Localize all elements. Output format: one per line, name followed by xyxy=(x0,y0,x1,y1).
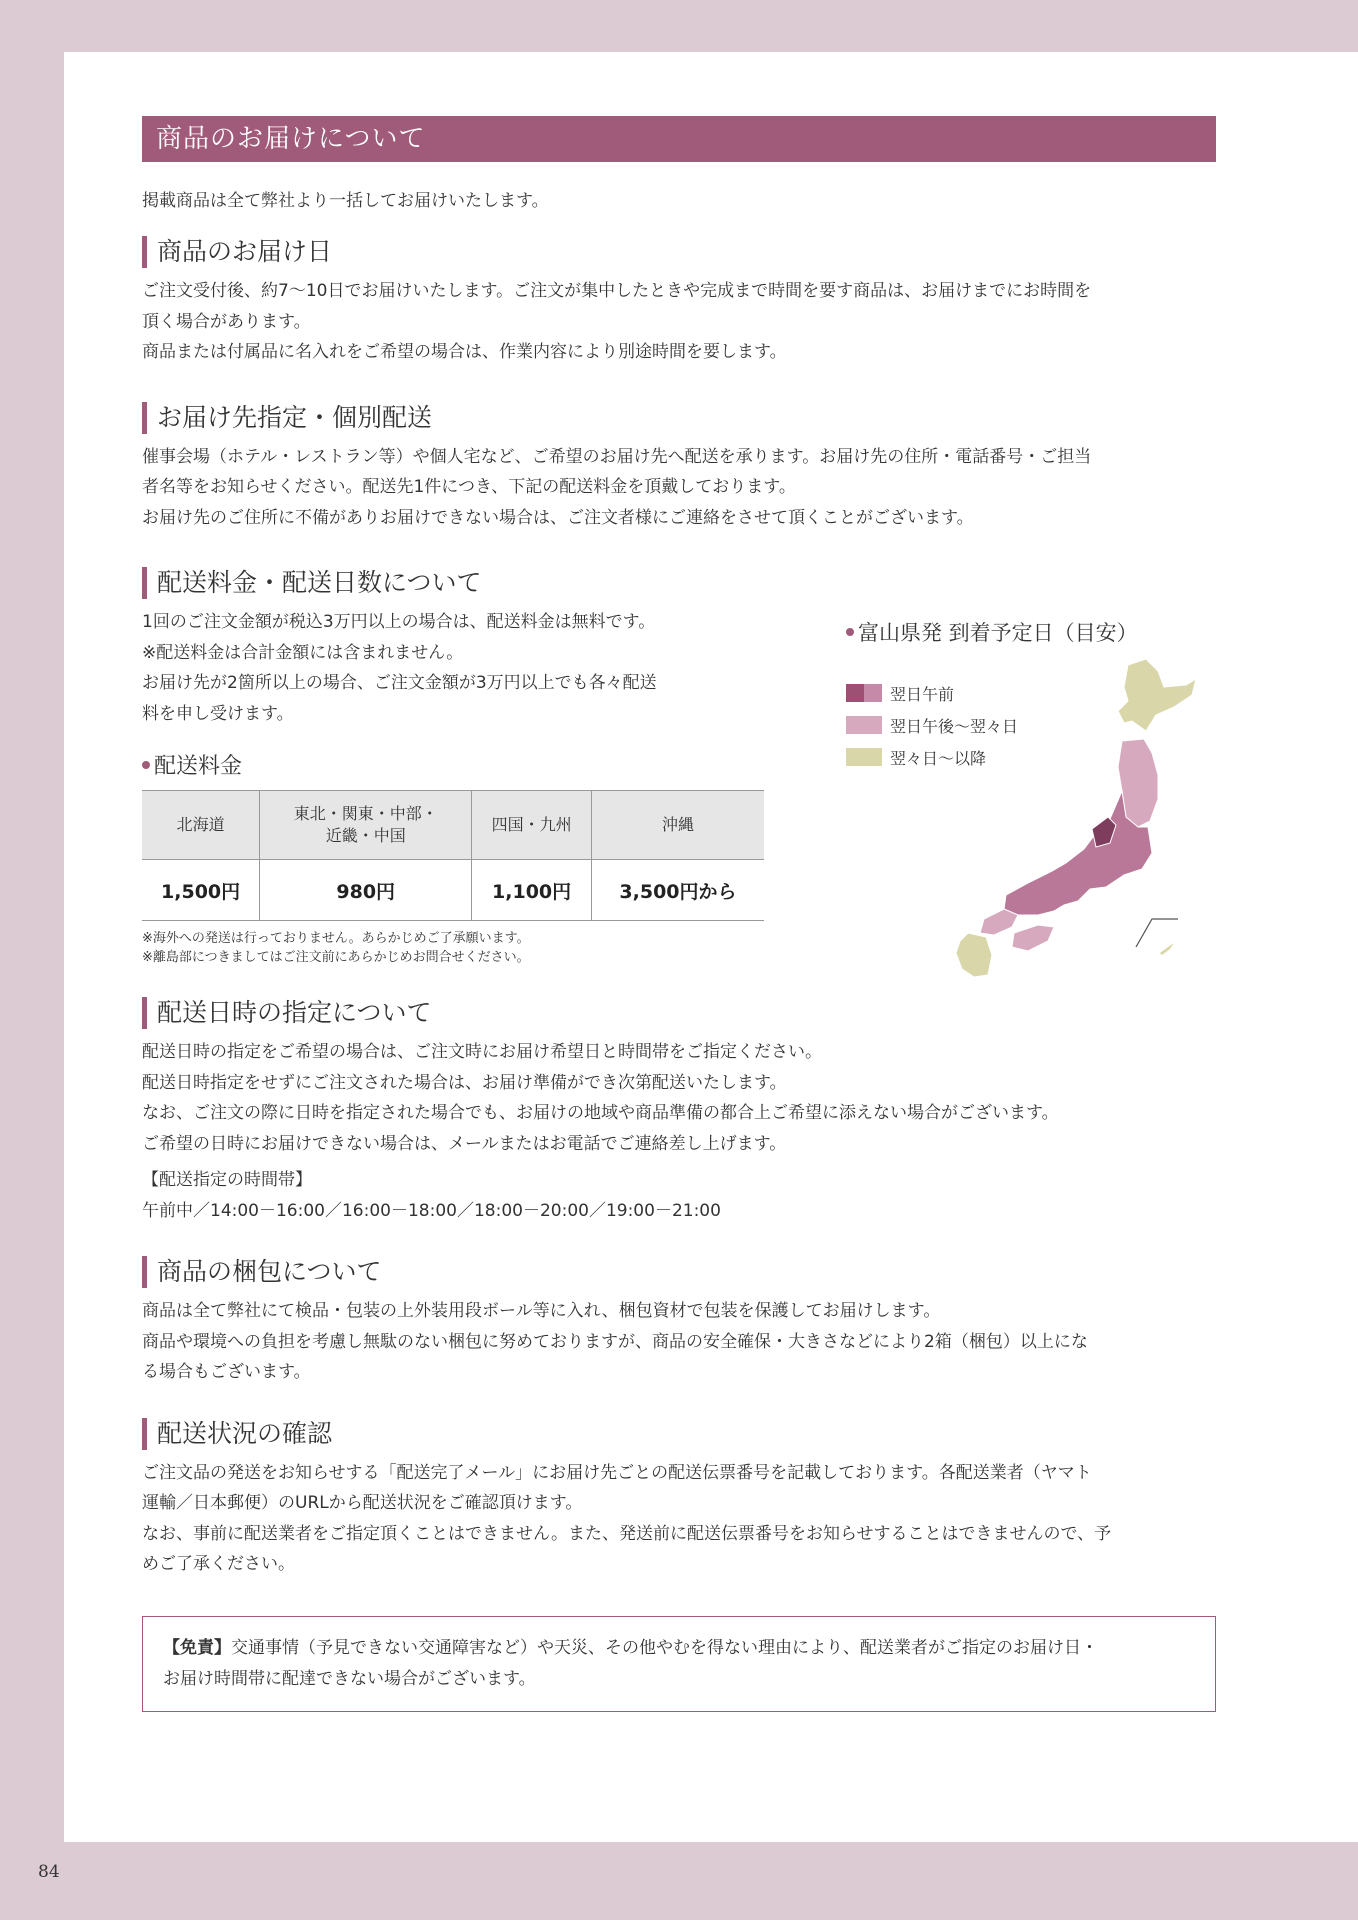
fees-columns xyxy=(142,607,1216,967)
para-line: お届け先のご住所に不備がありお届けできない場合は、ご注文者様にご連絡をさせて頂くことがございます。 xyxy=(142,507,974,528)
para-line: めご了承ください。 xyxy=(142,1554,295,1574)
section-packaging xyxy=(142,1256,1216,1388)
legend-label: 翌日午後〜翌々日 xyxy=(890,716,1019,736)
content xyxy=(142,116,1216,1712)
legend-swatch xyxy=(846,716,882,734)
para-line: 配送日時指定をせずにご注文された場合は、お届け準備ができ次第配送いたします。 xyxy=(142,1072,787,1093)
fee-notes xyxy=(142,929,764,967)
table-header-cell xyxy=(472,791,592,860)
note-line: ※離島部につきましてはご注文前にあらかじめお問合せください。 xyxy=(142,950,530,965)
map-title-text: 富山県発 到着予定日（目安） xyxy=(858,621,1138,645)
section-title: 配送日時の指定について xyxy=(142,997,1216,1029)
para-line: 商品や環境への負担を考慮し無駄のない梱包に努めておりますが、商品の安全確保・大きさなどにより2箱（梱包）以上にな xyxy=(142,1331,1088,1352)
intro-text: 掲載商品は全て弊社より一括してお届けいたします。 xyxy=(142,191,549,211)
table-header-cell xyxy=(260,791,472,860)
header-text: 東北・関東・中部・ xyxy=(293,804,438,823)
japan-map-icon xyxy=(896,657,1216,977)
table-header-row xyxy=(142,791,764,860)
bullet-dot-icon xyxy=(846,628,854,636)
para-line: 運輸／日本郵便）のURLから配送状況をご確認頂けます。 xyxy=(142,1493,583,1513)
map-region-chugoku xyxy=(980,909,1018,935)
fee-table-title-text: 配送料金 xyxy=(154,754,243,779)
legend-label: 翌々日〜以降 xyxy=(890,748,987,768)
table-header-cell xyxy=(142,791,260,860)
fees-left xyxy=(142,607,764,967)
time-slots-label: 【配送指定の時間帯】 xyxy=(142,1170,312,1190)
map-inset-line xyxy=(1136,919,1178,947)
banner-title: 商品のお届けについて xyxy=(142,116,1216,162)
disclaimer-label: 【免責】 xyxy=(163,1637,231,1658)
para-line: ※配送料金は合計金額には含まれません。 xyxy=(142,642,464,663)
table-cell: 980円 xyxy=(260,860,472,921)
section-datetime xyxy=(142,997,1216,1226)
map-region-kyushu xyxy=(956,933,992,977)
note-line: ※海外への発送は行っておりません。あらかじめご了承願います。 xyxy=(142,931,530,946)
map-region-hokkaido xyxy=(1118,659,1196,731)
header-text: 近畿・中国 xyxy=(325,826,406,845)
header-text: 沖縄 xyxy=(661,815,694,834)
para-line: 商品は全て弊社にて検品・包装の上外装用段ボール等に入れ、梱包資材で包装を保護してお届けします。 xyxy=(142,1301,941,1321)
section-title: お届け先指定・個別配送 xyxy=(142,402,1216,434)
disclaimer-line xyxy=(163,1633,1195,1664)
table-cell: 3,500円から xyxy=(591,860,764,921)
para-line: ご注文受付後、約7〜10日でお届けいたします。ご注文が集中したときや完成まで時間を要す商品は、お届けまでにお時間を xyxy=(142,281,1092,301)
para-line: 1回のご注文金額が税込3万円以上の場合は、配送料金は無料です。 xyxy=(142,612,656,632)
table-header-cell xyxy=(591,791,764,860)
para-line: お届け先が2箇所以上の場合、ご注文金額が3万円以上でも各々配送 xyxy=(142,673,657,693)
section-title: 配送料金・配送日数について xyxy=(142,567,1216,599)
para-line: 頂く場合があります。 xyxy=(142,311,311,332)
section-destination xyxy=(142,402,1216,534)
para-line: ご注文品の発送をお知らせする「配送完了メール」にお届け先ごとの配送伝票番号を記載しております。各配送業者（ヤマト xyxy=(142,1462,1092,1483)
table-cell: 1,100円 xyxy=(472,860,592,921)
disclaimer-line: お届け時間帯に配達できない場合がございます。 xyxy=(163,1668,536,1689)
page-number: 84 xyxy=(38,1862,60,1882)
section-title: 商品の梱包について xyxy=(142,1256,1216,1288)
map-region-okinawa xyxy=(1160,943,1174,955)
para-line: なお、事前に配送業者をご指定頂くことはできません。また、発送前に配送伝票番号をお知らせすることはできませんので、予 xyxy=(142,1523,1112,1544)
para-line: なお、ご注文の際に日時を指定された場合でも、お届けの地域や商品準備の都合上ご希望に添えない場合がございます。 xyxy=(142,1103,1059,1123)
section-title: 配送状況の確認 xyxy=(142,1418,1216,1450)
para-line: る場合もございます。 xyxy=(142,1362,311,1382)
para-line: ご希望の日時にお届けできない場合は、メールまたはお電話でご連絡差し上げます。 xyxy=(142,1133,787,1154)
fee-table-title xyxy=(142,749,764,780)
time-slots: 午前中／14:00－16:00／16:00－18:00／18:00－20:00／19:00－21:00 xyxy=(142,1200,721,1221)
section-title: 商品のお届け日 xyxy=(142,236,1216,268)
table-row xyxy=(142,860,764,921)
map-title xyxy=(846,617,1216,647)
section-tracking xyxy=(142,1418,1216,1580)
para-line: 料を申し受けます。 xyxy=(142,703,294,724)
header-text: 北海道 xyxy=(176,815,225,834)
para-line: 催事会場（ホテル・レストラン等）や個人宅など、ご希望のお届け先へ配送を承ります。お届け先の住所・電話番号・ご担当 xyxy=(142,446,1092,467)
para-line: 者名等をお知らせください。配送先1件につき、下記の配送料金を頂戴しております。 xyxy=(142,477,796,497)
para-line: 商品または付属品に名入れをご希望の場合は、作業内容により別途時間を要します。 xyxy=(142,342,787,362)
disclaimer-box xyxy=(142,1616,1216,1712)
para-line: 配送日時の指定をご希望の場合は、ご注文時にお届け希望日と時間帯をご指定ください。 xyxy=(142,1042,822,1062)
section-delivery-date xyxy=(142,236,1216,368)
legend-swatch xyxy=(846,684,882,702)
legend-swatch xyxy=(846,748,882,766)
bullet-dot-icon xyxy=(142,761,150,769)
map-panel xyxy=(846,607,1216,967)
legend-label: 翌日午前 xyxy=(890,684,955,704)
disclaimer-text: 交通事情（予見できない交通障害など）や天災、その他やむを得ない理由により、配送業者がご指定のお届け日・ xyxy=(231,1637,1098,1658)
header-text: 四国・九州 xyxy=(491,815,572,834)
fee-table xyxy=(142,790,764,921)
map-region-shikoku xyxy=(1012,925,1054,951)
table-cell: 1,500円 xyxy=(142,860,260,921)
section-fees xyxy=(142,567,1216,967)
